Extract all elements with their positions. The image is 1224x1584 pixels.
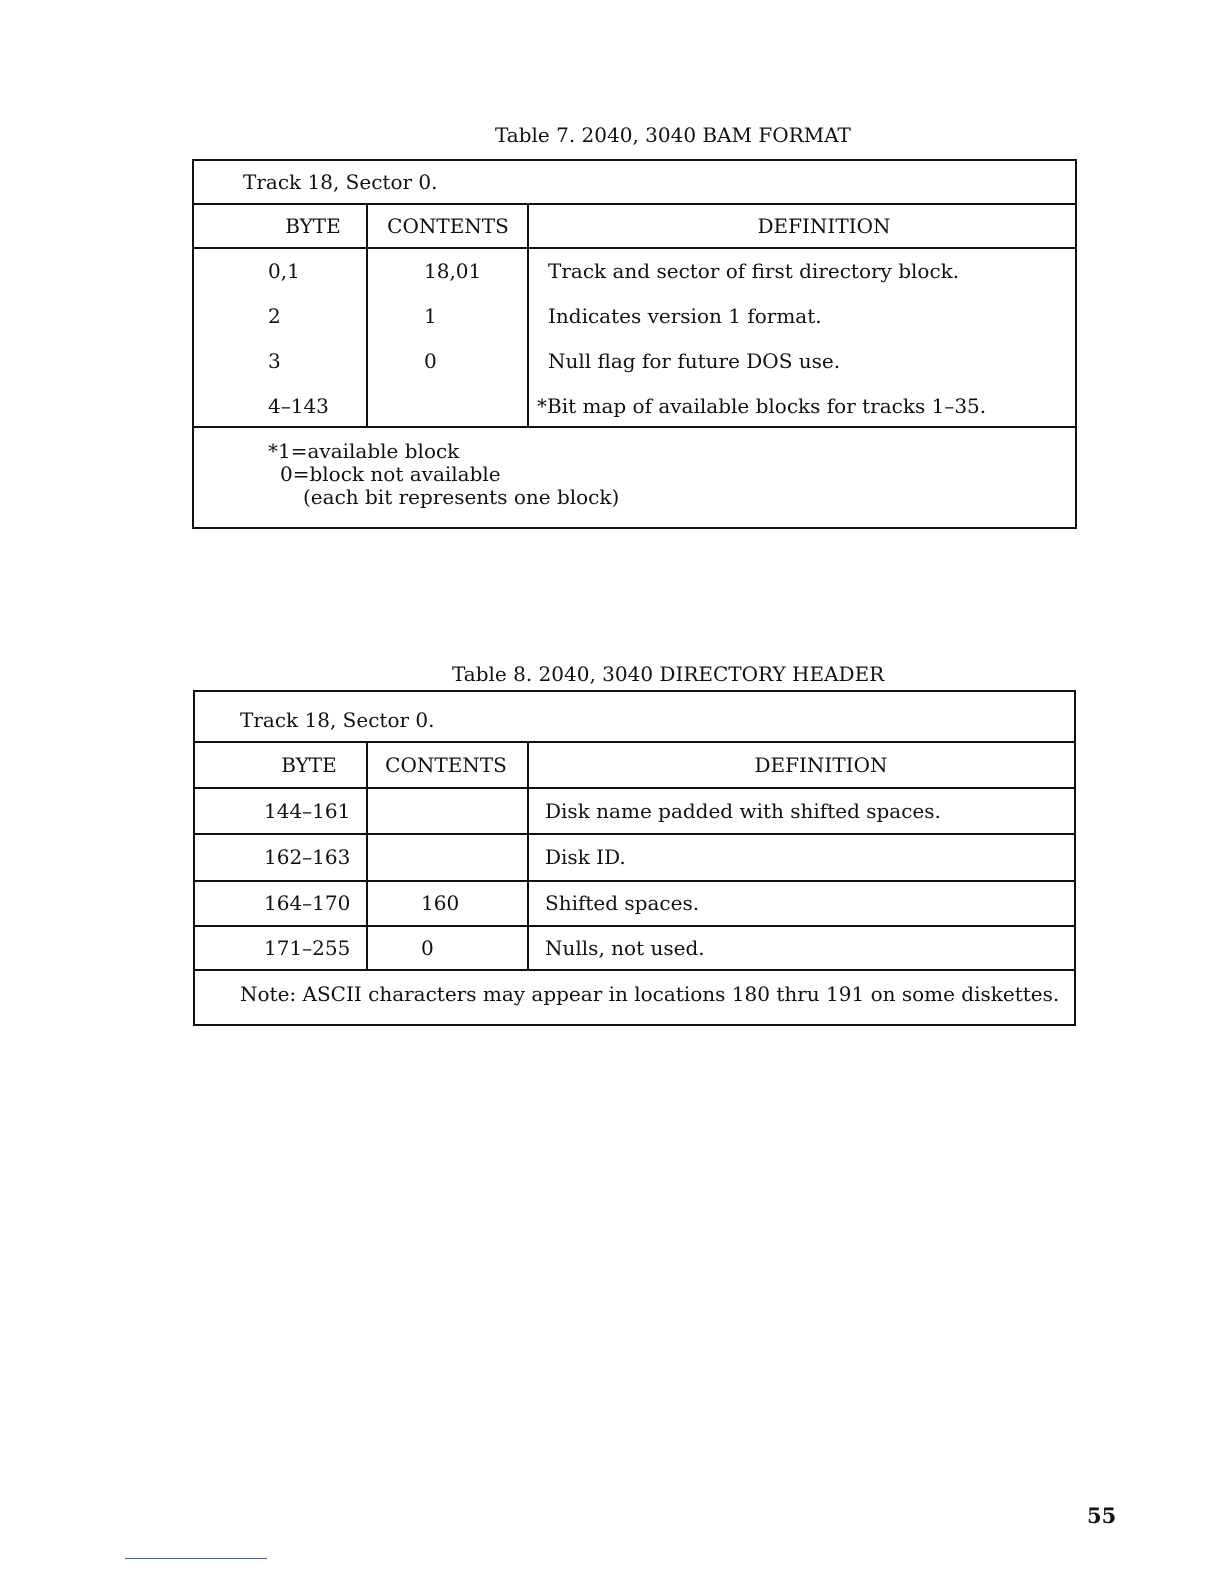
table7-note-3: (each bit represents one block) (303, 485, 620, 509)
table8-row4-definition: Nulls, not used. (545, 936, 705, 960)
table8-row2-definition: Disk ID. (545, 845, 626, 869)
table7-header-contents: CONTENTS (387, 214, 509, 238)
table8-row1-definition: Disk name padded with shifted spaces. (545, 799, 941, 823)
table8-row3-byte: 164–170 (264, 891, 351, 915)
table7-row1-definition: Track and sector of first directory block. (548, 259, 960, 283)
page-number: 55 (1087, 1503, 1117, 1528)
table7-row1-byte: 0,1 (268, 259, 300, 283)
table7-note-2: 0=block not available (280, 462, 501, 486)
table8-row3-definition: Shifted spaces. (545, 891, 700, 915)
table7-caption: Table 7. 2040, 3040 BAM FORMAT (495, 123, 851, 147)
table8-location: Track 18, Sector 0. (240, 708, 435, 732)
table7-header-definition: DEFINITION (757, 214, 891, 238)
footer-divider (125, 1558, 267, 1559)
table7-row3-contents: 0 (424, 349, 437, 373)
table7-note-1: *1=available block (268, 439, 460, 463)
table7-row4-definition: *Bit map of available blocks for tracks 1–35. (537, 394, 987, 418)
table7-row2-definition: Indicates version 1 format. (548, 304, 822, 328)
table8-row3-contents: 160 (421, 891, 460, 915)
table8-note: Note: ASCII characters may appear in locations 180 thru 191 on some diskettes. (240, 982, 1060, 1006)
table8-header-definition: DEFINITION (754, 753, 888, 777)
table8-caption: Table 8. 2040, 3040 DIRECTORY HEADER (452, 662, 885, 686)
table8-row4-contents: 0 (421, 936, 434, 960)
table7-row2-byte: 2 (268, 304, 281, 328)
table8-row2-byte: 162–163 (264, 845, 351, 869)
table8-row4-byte: 171–255 (264, 936, 351, 960)
table8-header-byte: BYTE (281, 753, 337, 777)
table7-row4-byte: 4–143 (268, 394, 329, 418)
table8-row1-byte: 144–161 (264, 799, 351, 823)
table7-row3-byte: 3 (268, 349, 281, 373)
table7-location: Track 18, Sector 0. (243, 170, 438, 194)
table8-header-contents: CONTENTS (385, 753, 507, 777)
table7-row2-contents: 1 (424, 304, 437, 328)
table7-row3-definition: Null flag for future DOS use. (548, 349, 841, 373)
table7-header-byte: BYTE (285, 214, 341, 238)
table7-row1-contents: 18,01 (424, 259, 482, 283)
